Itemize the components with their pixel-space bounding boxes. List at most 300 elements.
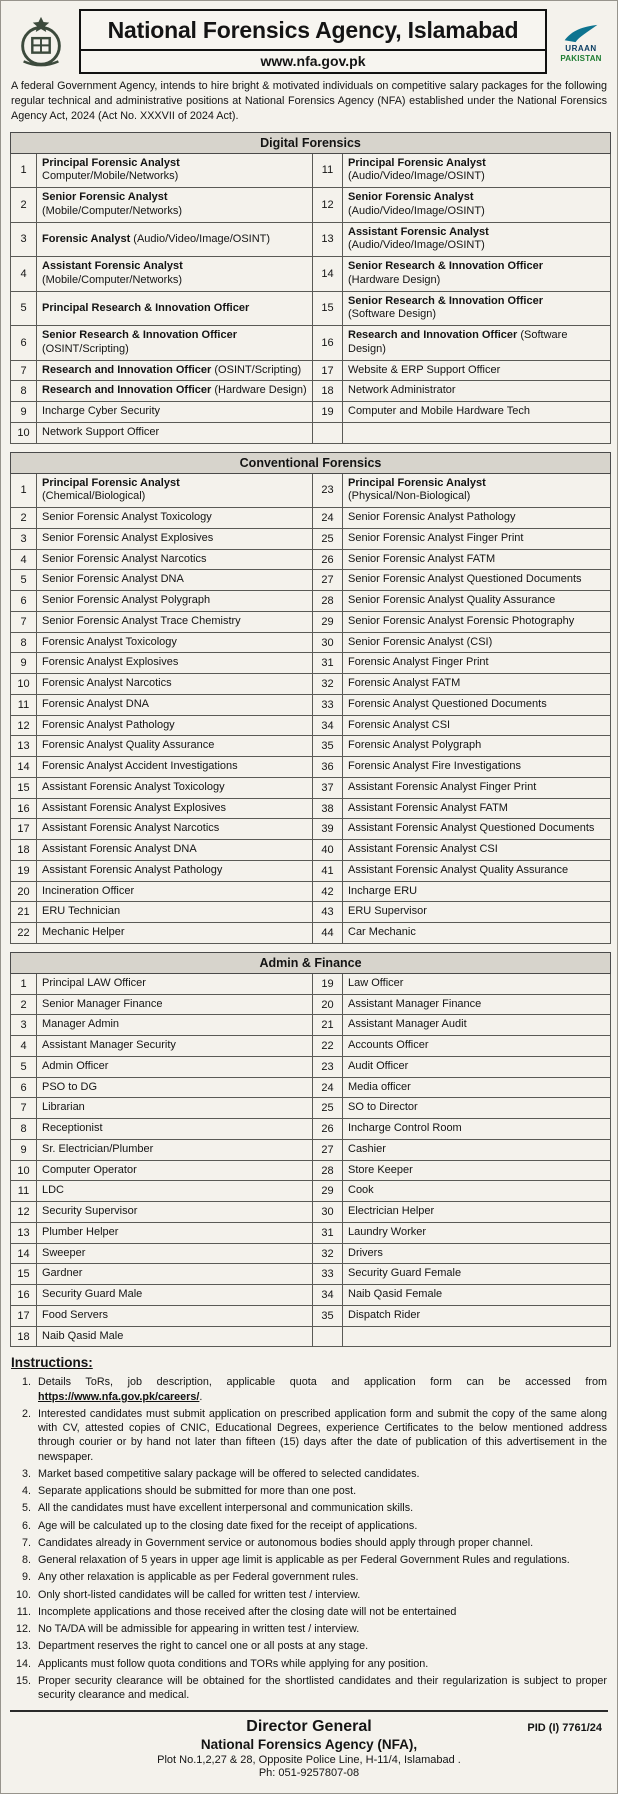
- instruction-text: No TA/DA will be admissible for appearing in written test / interview.: [38, 1623, 360, 1636]
- post-title: Sweeper: [37, 1243, 313, 1264]
- post-number: 14: [11, 757, 37, 778]
- post-title: Assistant Forensic Analyst Pathology: [37, 860, 313, 881]
- table-row: [11, 1015, 611, 1036]
- post-title: Admin Officer: [37, 1056, 313, 1077]
- instruction-text: General relaxation of 5 years in upper age limit is applicable as per Federal Government Rules and regulations.: [38, 1554, 570, 1567]
- post-number: 5: [11, 570, 37, 591]
- table-row: [11, 994, 611, 1015]
- instruction-number: 13.: [15, 1640, 31, 1653]
- instruction-item: [11, 1484, 607, 1498]
- post-number: 29: [313, 1181, 343, 1202]
- instruction-item: [11, 1639, 607, 1653]
- post-title: Senior Forensic Analyst (CSI): [343, 632, 611, 653]
- post-title: LDC: [37, 1181, 313, 1202]
- table-row: [11, 402, 611, 423]
- table-row: [11, 1264, 611, 1285]
- table-row: [11, 1119, 611, 1140]
- post-number: 16: [313, 326, 343, 361]
- post-number: 13: [11, 1222, 37, 1243]
- post-number: 27: [313, 570, 343, 591]
- post-title: Media officer: [343, 1077, 611, 1098]
- post-number: 5: [11, 1056, 37, 1077]
- post-number: 31: [313, 653, 343, 674]
- post-number: 13: [11, 736, 37, 757]
- post-number: 24: [313, 1077, 343, 1098]
- table-row: [11, 1098, 611, 1119]
- post-number: 30: [313, 1202, 343, 1223]
- post-title: [343, 1326, 611, 1347]
- post-number: 9: [11, 653, 37, 674]
- post-title: Forensic Analyst CSI: [343, 715, 611, 736]
- table-row: [11, 257, 611, 292]
- post-title: Senior Forensic Analyst (Mobile/Computer/Networks): [37, 188, 313, 223]
- table-row: [11, 819, 611, 840]
- post-number: 11: [11, 1181, 37, 1202]
- instructions: [11, 1355, 607, 1702]
- post-number: 18: [11, 1326, 37, 1347]
- post-number: 20: [313, 994, 343, 1015]
- instruction-item: [11, 1674, 607, 1703]
- section-title: Digital Forensics: [11, 132, 611, 153]
- instruction-text: Proper security clearance will be obtained for the shortlisted candidates and their regularization is subject to proper security clearance and medical.: [38, 1674, 607, 1702]
- table-row: [11, 1077, 611, 1098]
- post-title: Forensic Analyst Fire Investigations: [343, 757, 611, 778]
- website-url: www.nfa.gov.pk: [81, 49, 545, 72]
- post-number: 35: [313, 1305, 343, 1326]
- post-number: 38: [313, 798, 343, 819]
- post-number: 19: [313, 973, 343, 994]
- instruction-number: 4.: [21, 1485, 31, 1498]
- post-number: 22: [313, 1036, 343, 1057]
- post-title: Dispatch Rider: [343, 1305, 611, 1326]
- table-row: [11, 1222, 611, 1243]
- post-number: 5: [11, 291, 37, 326]
- instruction-number: 14.: [15, 1657, 31, 1670]
- post-number: 17: [11, 1305, 37, 1326]
- post-number: 41: [313, 860, 343, 881]
- post-number: 15: [313, 291, 343, 326]
- uraan-text: URAAN: [565, 43, 597, 53]
- post-title: Forensic Analyst (Audio/Video/Image/OSINT): [37, 222, 313, 257]
- post-number: 31: [313, 1222, 343, 1243]
- table-row: [11, 360, 611, 381]
- post-number: 3: [11, 222, 37, 257]
- post-number: 10: [11, 1160, 37, 1181]
- instruction-item: [11, 1553, 607, 1567]
- post-title: Assistant Forensic Analyst (Mobile/Computer/Networks): [37, 257, 313, 292]
- post-title: Principal Forensic Analyst (Chemical/Biological): [37, 473, 313, 508]
- post-title: Assistant Forensic Analyst Toxicology: [37, 777, 313, 798]
- post-number: 3: [11, 1015, 37, 1036]
- instruction-item: [11, 1536, 607, 1550]
- post-number: 22: [11, 923, 37, 944]
- instruction-text: All the candidates must have excellent interpersonal and communication skills.: [38, 1502, 414, 1515]
- post-number: 14: [313, 257, 343, 292]
- post-title: Senior Forensic Analyst Questioned Documents: [343, 570, 611, 591]
- post-number: 33: [313, 694, 343, 715]
- post-title: Assistant Forensic Analyst FATM: [343, 798, 611, 819]
- post-number: 8: [11, 632, 37, 653]
- table-row: [11, 1056, 611, 1077]
- post-title: Forensic Analyst Narcotics: [37, 674, 313, 695]
- post-number: 26: [313, 1119, 343, 1140]
- post-title: Senior Forensic Analyst Toxicology: [37, 508, 313, 529]
- post-title: Network Support Officer: [37, 422, 313, 443]
- post-title: Assistant Manager Audit: [343, 1015, 611, 1036]
- intro-paragraph: A federal Government Agency, intends to hire bright & motivated individuals on competitive salary packages for the following regular technical and administrative positions at National Forensics Agency (NFA) established under the National Forensics Agency Act, 2024 (Act No. XXXVII of 2024 Act).: [11, 80, 607, 122]
- post-title: Security Supervisor: [37, 1202, 313, 1223]
- table-row: [11, 528, 611, 549]
- post-title: Assistant Manager Finance: [343, 994, 611, 1015]
- instruction-text: Only short-listed candidates will be called for written test / interview.: [38, 1588, 361, 1601]
- post-number: 16: [11, 1285, 37, 1306]
- table-row: [11, 881, 611, 902]
- post-title: Assistant Forensic Analyst (Audio/Video/Image/OSINT): [343, 222, 611, 257]
- post-number: 21: [313, 1015, 343, 1036]
- post-number: 37: [313, 777, 343, 798]
- post-number: 11: [313, 153, 343, 188]
- instructions-list: [11, 1375, 607, 1702]
- post-title: [343, 422, 611, 443]
- post-title: Store Keeper: [343, 1160, 611, 1181]
- post-number: 40: [313, 840, 343, 861]
- table-row: [11, 777, 611, 798]
- post-title: Forensic Analyst Toxicology: [37, 632, 313, 653]
- instruction-number: 7.: [21, 1536, 31, 1549]
- table-row: [11, 570, 611, 591]
- post-number: 6: [11, 326, 37, 361]
- instruction-item: [11, 1375, 607, 1404]
- post-title: Naib Qasid Female: [343, 1285, 611, 1306]
- post-number: 24: [313, 508, 343, 529]
- table-row: [11, 757, 611, 778]
- post-title: Audit Officer: [343, 1056, 611, 1077]
- post-number: 18: [11, 840, 37, 861]
- positions-table-body: [11, 153, 611, 443]
- post-title: Principal Forensic Analyst (Physical/Non-Biological): [343, 473, 611, 508]
- instruction-item: [11, 1467, 607, 1481]
- table-row: [11, 222, 611, 257]
- post-title: Sr. Electrician/Plumber: [37, 1139, 313, 1160]
- address-line: Plot No.1,2,27 & 28, Opposite Police Line, H-11/4, Islamabad .: [157, 1754, 461, 1767]
- post-number: 28: [313, 1160, 343, 1181]
- pakistan-text: PAKISTAN: [560, 53, 602, 63]
- post-title: Incharge ERU: [343, 881, 611, 902]
- post-title: Senior Forensic Analyst Finger Print: [343, 528, 611, 549]
- post-title: Electrician Helper: [343, 1202, 611, 1223]
- post-title: Forensic Analyst Questioned Documents: [343, 694, 611, 715]
- instruction-item: [11, 1588, 607, 1602]
- post-title: Plumber Helper: [37, 1222, 313, 1243]
- post-title: Senior Forensic Analyst Pathology: [343, 508, 611, 529]
- positions-table: [10, 952, 611, 1348]
- post-title: Forensic Analyst Pathology: [37, 715, 313, 736]
- director-general-title: Director General: [246, 1718, 372, 1736]
- post-number: 29: [313, 611, 343, 632]
- post-number: 15: [11, 1264, 37, 1285]
- post-number: 23: [313, 473, 343, 508]
- post-title: Computer and Mobile Hardware Tech: [343, 402, 611, 423]
- post-number: 9: [11, 402, 37, 423]
- instruction-number: 10.: [15, 1588, 31, 1601]
- instruction-text: Age will be calculated up to the closing date fixed for the receipt of applications.: [38, 1519, 418, 1532]
- instruction-item: [11, 1501, 607, 1515]
- post-title: Forensic Analyst Explosives: [37, 653, 313, 674]
- post-title: Car Mechanic: [343, 923, 611, 944]
- post-title: Senior Forensic Analyst Quality Assurance: [343, 591, 611, 612]
- post-number: 6: [11, 1077, 37, 1098]
- post-number: 32: [313, 1243, 343, 1264]
- post-title: Senior Forensic Analyst Forensic Photography: [343, 611, 611, 632]
- table-row: [11, 973, 611, 994]
- post-number: 2: [11, 508, 37, 529]
- post-number: 16: [11, 798, 37, 819]
- post-number: 1: [11, 973, 37, 994]
- table-row: [11, 923, 611, 944]
- post-number: 7: [11, 360, 37, 381]
- post-title: Forensic Analyst Polygraph: [343, 736, 611, 757]
- table-row: [11, 1139, 611, 1160]
- post-title: Laundry Worker: [343, 1222, 611, 1243]
- instruction-number: 15.: [15, 1674, 31, 1687]
- instruction-text: Department reserves the right to cancel one or all posts at any stage.: [38, 1640, 369, 1653]
- positions-table: [10, 452, 611, 944]
- post-number: 35: [313, 736, 343, 757]
- post-title: Network Administrator: [343, 381, 611, 402]
- table-row: [11, 902, 611, 923]
- post-title: Incineration Officer: [37, 881, 313, 902]
- uraan-pakistan-logo: [554, 9, 608, 74]
- post-number: 21: [11, 902, 37, 923]
- table-row: [11, 153, 611, 188]
- post-number: 1: [11, 473, 37, 508]
- post-title: Forensic Analyst Accident Investigations: [37, 757, 313, 778]
- uraan-bird-icon: [562, 23, 600, 43]
- agency-title: National Forensics Agency, Islamabad: [107, 17, 519, 43]
- post-title: Assistant Forensic Analyst Questioned Documents: [343, 819, 611, 840]
- table-row: [11, 694, 611, 715]
- post-number: 28: [313, 591, 343, 612]
- instruction-text: Candidates already in Government service or autonomous bodies should apply through proper channel.: [38, 1536, 534, 1549]
- table-row: [11, 422, 611, 443]
- post-number: 23: [313, 1056, 343, 1077]
- post-title: Senior Research & Innovation Officer (Software Design): [343, 291, 611, 326]
- table-row: [11, 860, 611, 881]
- section-conventional-forensics: [10, 452, 608, 944]
- instruction-number: 9.: [21, 1571, 31, 1584]
- agency-name: National Forensics Agency (NFA),: [200, 1737, 418, 1753]
- pid-number: PID (I) 7761/24: [527, 1722, 602, 1735]
- post-title: Assistant Forensic Analyst Finger Print: [343, 777, 611, 798]
- post-title: Senior Forensic Analyst (Audio/Video/Image/OSINT): [343, 188, 611, 223]
- post-title: ERU Technician: [37, 902, 313, 923]
- post-number: 4: [11, 549, 37, 570]
- table-row: [11, 1036, 611, 1057]
- instruction-item: [11, 1570, 607, 1584]
- post-number: 43: [313, 902, 343, 923]
- table-row: [11, 188, 611, 223]
- instruction-text: Interested candidates must submit application on prescribed application form and submit the copy of the same along with CV, attested copies of CNIC, Educational Degrees, experience Certificates to the below mentioned address through courier or by hand not later than fifteen (15) days after the date of publication of this advertisement in the newspaper.: [38, 1407, 607, 1463]
- table-row: [11, 591, 611, 612]
- post-number: 7: [11, 1098, 37, 1119]
- post-title: Assistant Forensic Analyst Explosives: [37, 798, 313, 819]
- instruction-item: [11, 1407, 607, 1464]
- post-number: 12: [313, 188, 343, 223]
- footer: [10, 1710, 608, 1783]
- post-title: Research and Innovation Officer (Software Design): [343, 326, 611, 361]
- post-number: 10: [11, 674, 37, 695]
- post-number: 33: [313, 1264, 343, 1285]
- title-block: [79, 9, 547, 74]
- table-row: [11, 1243, 611, 1264]
- table-row: [11, 840, 611, 861]
- instruction-item: [11, 1622, 607, 1636]
- post-title: Forensic Analyst Quality Assurance: [37, 736, 313, 757]
- post-title: Principal LAW Officer: [37, 973, 313, 994]
- post-number: 44: [313, 923, 343, 944]
- table-row: [11, 736, 611, 757]
- careers-link[interactable]: https://www.nfa.gov.pk/careers/: [38, 1390, 200, 1403]
- post-number: 36: [313, 757, 343, 778]
- post-title: Cook: [343, 1181, 611, 1202]
- table-row: [11, 1285, 611, 1306]
- post-number: 3: [11, 528, 37, 549]
- post-title: SO to Director: [343, 1098, 611, 1119]
- instruction-text: Incomplete applications and those received after the closing date will not be entertained: [38, 1605, 457, 1618]
- table-row: [11, 508, 611, 529]
- section-digital-forensics: [10, 132, 608, 444]
- post-number: 42: [313, 881, 343, 902]
- post-title: Incharge Control Room: [343, 1119, 611, 1140]
- post-title: Principal Research & Innovation Officer: [37, 291, 313, 326]
- table-row: [11, 653, 611, 674]
- post-title: Naib Qasid Male: [37, 1326, 313, 1347]
- post-title: Law Officer: [343, 973, 611, 994]
- instruction-text: Any other relaxation is applicable as per Federal government rules.: [38, 1571, 359, 1584]
- table-row: [11, 611, 611, 632]
- instructions-heading: Instructions:: [11, 1355, 93, 1371]
- post-number: 4: [11, 1036, 37, 1057]
- post-title: Assistant Forensic Analyst CSI: [343, 840, 611, 861]
- table-row: [11, 549, 611, 570]
- post-number: 1: [11, 153, 37, 188]
- post-title: Senior Forensic Analyst Trace Chemistry: [37, 611, 313, 632]
- section-title: Admin & Finance: [11, 952, 611, 973]
- instruction-text: Applicants must follow quota conditions and TORs while applying for any position.: [38, 1657, 429, 1670]
- instruction-number: 3.: [21, 1467, 31, 1480]
- post-title: Drivers: [343, 1243, 611, 1264]
- post-number: 8: [11, 1119, 37, 1140]
- post-title: Gardner: [37, 1264, 313, 1285]
- positions-table-body: [11, 473, 611, 943]
- instruction-item: [11, 1519, 607, 1533]
- positions-table: [10, 132, 611, 444]
- post-title: Website & ERP Support Officer: [343, 360, 611, 381]
- post-title: Senior Manager Finance: [37, 994, 313, 1015]
- header: [10, 9, 608, 74]
- post-number: 17: [11, 819, 37, 840]
- post-title: Assistant Forensic Analyst DNA: [37, 840, 313, 861]
- post-title: Manager Admin: [37, 1015, 313, 1036]
- post-title: Forensic Analyst DNA: [37, 694, 313, 715]
- post-number: 20: [11, 881, 37, 902]
- post-number: 25: [313, 528, 343, 549]
- post-number: 34: [313, 715, 343, 736]
- instruction-number: 12.: [15, 1623, 31, 1636]
- post-number: 19: [11, 860, 37, 881]
- post-number: [313, 1326, 343, 1347]
- post-title: Computer Operator: [37, 1160, 313, 1181]
- post-number: 4: [11, 257, 37, 292]
- table-row: [11, 1305, 611, 1326]
- instruction-number: 6.: [21, 1519, 31, 1532]
- table-row: [11, 632, 611, 653]
- post-title: Security Guard Female: [343, 1264, 611, 1285]
- post-title: Assistant Forensic Analyst Narcotics: [37, 819, 313, 840]
- post-title: Librarian: [37, 1098, 313, 1119]
- post-number: 2: [11, 188, 37, 223]
- post-number: 26: [313, 549, 343, 570]
- instruction-text: Details ToRs, job description, applicable quota and application form can be accessed from https://www.nfa.gov.pk/careers/.: [38, 1376, 607, 1403]
- post-number: 12: [11, 1202, 37, 1223]
- post-number: 12: [11, 715, 37, 736]
- phone-number: Ph: 051-9257807-08: [258, 1767, 360, 1780]
- post-number: 7: [11, 611, 37, 632]
- table-row: [11, 674, 611, 695]
- post-number: 9: [11, 1139, 37, 1160]
- table-row: [11, 798, 611, 819]
- section-admin-finance: [10, 952, 608, 1348]
- instruction-item: [11, 1657, 607, 1671]
- post-title: Senior Research & Innovation Officer (Hardware Design): [343, 257, 611, 292]
- post-title: Research and Innovation Officer (OSINT/Scripting): [37, 360, 313, 381]
- table-row: [11, 1326, 611, 1347]
- post-title: Assistant Manager Security: [37, 1036, 313, 1057]
- instruction-item: [11, 1605, 607, 1619]
- post-number: 18: [313, 381, 343, 402]
- post-title: Senior Forensic Analyst FATM: [343, 549, 611, 570]
- govt-emblem-logo: [10, 9, 72, 74]
- table-row: [11, 1160, 611, 1181]
- post-title: Research and Innovation Officer (Hardware Design): [37, 381, 313, 402]
- post-number: 30: [313, 632, 343, 653]
- table-row: [11, 291, 611, 326]
- table-row: [11, 715, 611, 736]
- post-title: Food Servers: [37, 1305, 313, 1326]
- table-row: [11, 473, 611, 508]
- instruction-number: 8.: [21, 1554, 31, 1567]
- post-number: 17: [313, 360, 343, 381]
- post-title: Senior Forensic Analyst DNA: [37, 570, 313, 591]
- post-number: 8: [11, 381, 37, 402]
- post-number: 13: [313, 222, 343, 257]
- instruction-number: 1.: [21, 1376, 31, 1389]
- instruction-text: Separate applications should be submitted for more than one post.: [38, 1485, 357, 1498]
- post-title: Accounts Officer: [343, 1036, 611, 1057]
- post-number: 2: [11, 994, 37, 1015]
- post-title: Forensic Analyst Finger Print: [343, 653, 611, 674]
- post-number: 10: [11, 422, 37, 443]
- post-number: 15: [11, 777, 37, 798]
- post-title: Senior Forensic Analyst Explosives: [37, 528, 313, 549]
- post-title: Receptionist: [37, 1119, 313, 1140]
- post-number: 14: [11, 1243, 37, 1264]
- post-title: Cashier: [343, 1139, 611, 1160]
- post-title: Assistant Forensic Analyst Quality Assurance: [343, 860, 611, 881]
- post-title: Security Guard Male: [37, 1285, 313, 1306]
- post-number: 34: [313, 1285, 343, 1306]
- post-title: Forensic Analyst FATM: [343, 674, 611, 695]
